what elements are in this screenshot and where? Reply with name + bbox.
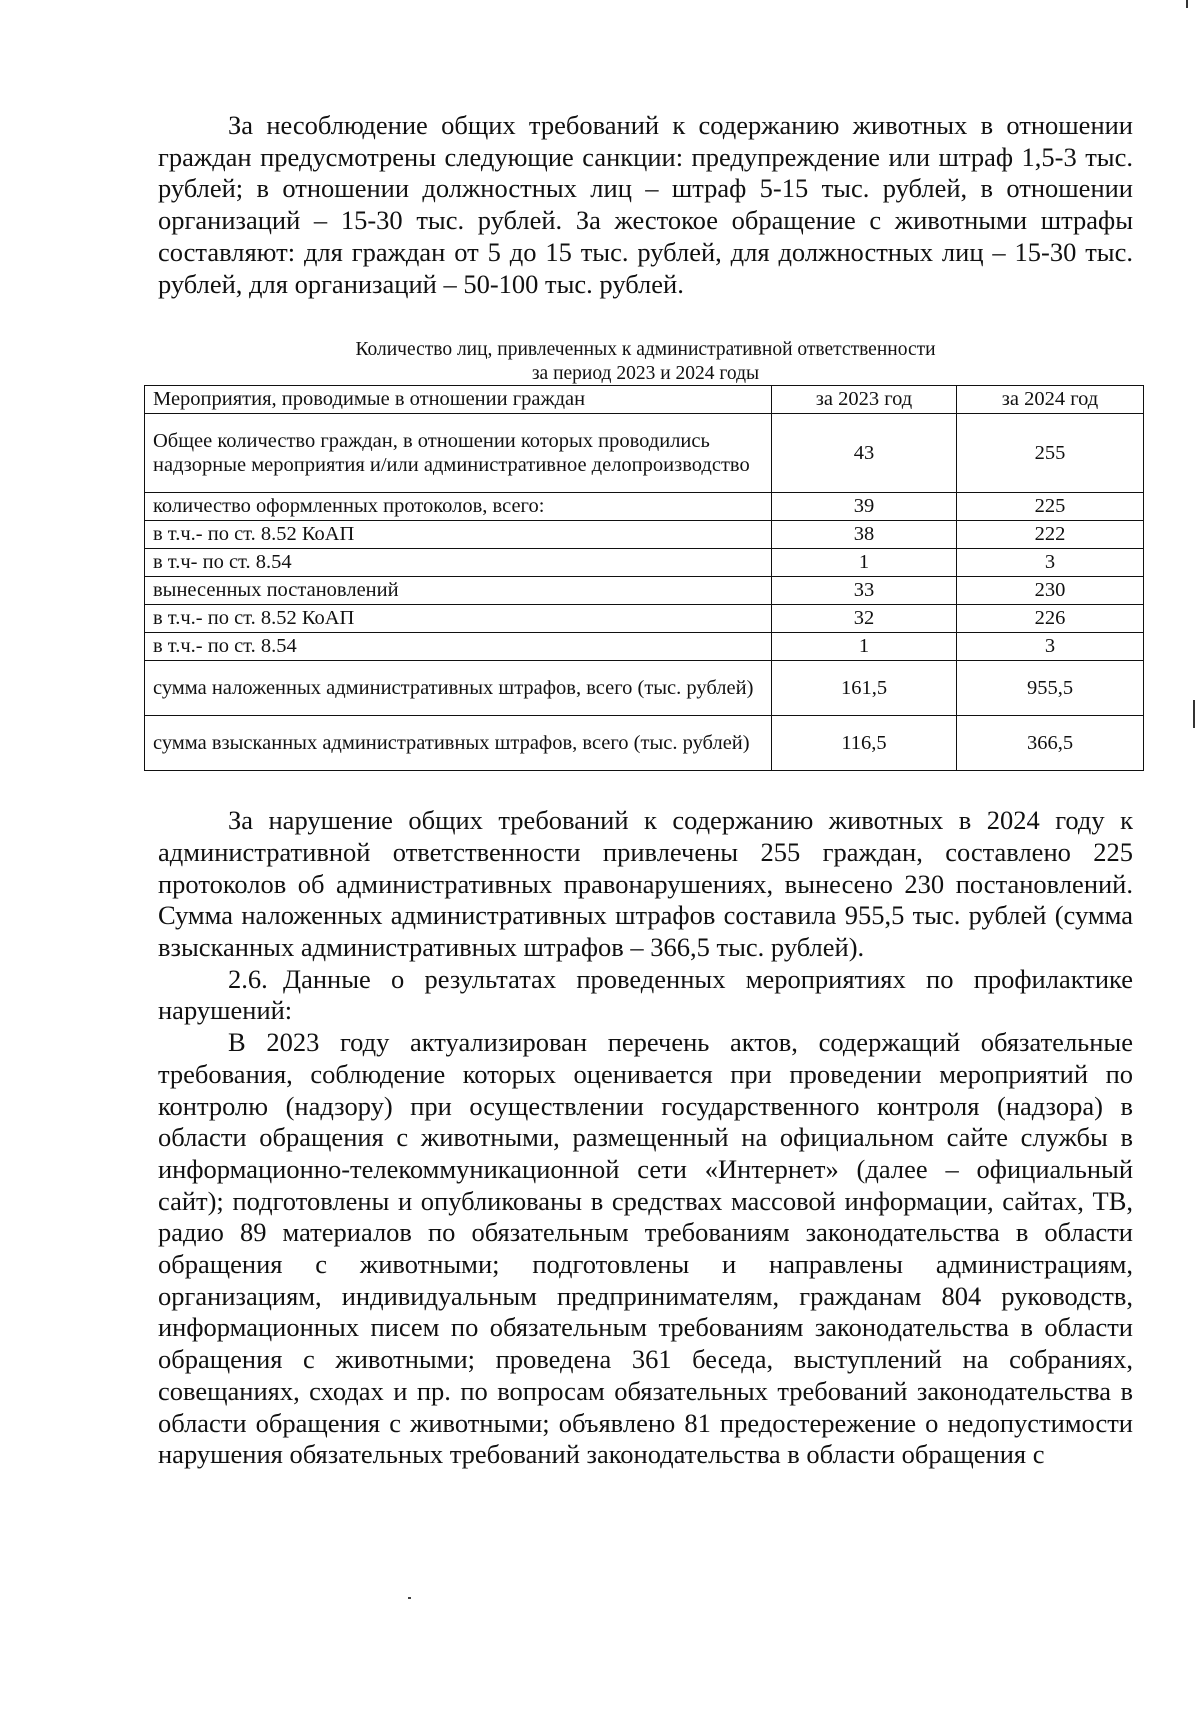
row-value-2023: 1 bbox=[772, 633, 957, 661]
row-label: сумма взысканных административных штрафов, всего (тыс. рублей) bbox=[145, 716, 772, 771]
row-value-2024: 230 bbox=[957, 577, 1144, 605]
header-2024: за 2024 год bbox=[957, 386, 1144, 414]
table-row bbox=[145, 414, 1144, 493]
section-title: Данные о результатах проведенных мероприятиях по профилактике нарушений: bbox=[158, 963, 1133, 1026]
row-value-2023: 1 bbox=[772, 549, 957, 577]
row-label: в т.ч.- по ст. 8.54 bbox=[145, 633, 772, 661]
row-label: количество оформленных протоколов, всего: bbox=[145, 493, 772, 521]
scan-dust-mark bbox=[408, 1597, 411, 1599]
row-value-2023: 38 bbox=[772, 521, 957, 549]
row-value-2024: 3 bbox=[957, 549, 1144, 577]
table-caption-line2: за период 2023 и 2024 годы bbox=[531, 363, 760, 385]
row-label: в т.ч.- по ст. 8.52 КоАП bbox=[145, 521, 772, 549]
row-value-2023: 161,5 bbox=[772, 661, 957, 716]
section-number: 2.6. bbox=[228, 963, 268, 994]
scan-edge-mark bbox=[1186, 0, 1188, 8]
row-value-2023: 116,5 bbox=[772, 716, 957, 771]
row-label: Общее количество граждан, в отношении которых проводились надзорные мероприятия и/или административное делопроизводство bbox=[145, 414, 772, 493]
body-after-table bbox=[158, 805, 1133, 1471]
table-row bbox=[145, 716, 1144, 771]
section-heading bbox=[158, 964, 1133, 1027]
paragraph-violations-2024: За нарушение общих требований к содержанию животных в 2024 году к административной ответственности привлечены 255 граждан, составлено 225 протоколов об административных правонарушениях, вынесено 230 постановлений. Сумма наложенных административных штрафов составила 955,5 тыс. рублей (сумма взысканных административных штрафов – 366,5 тыс. рублей). bbox=[158, 805, 1133, 963]
paragraph-sanctions: За несоблюдение общих требований к содержанию животных в отношении граждан предусмотрены следующие санкции: предупреждение или штраф 1,5-3 тыс. рублей; в отношении должностных лиц – штраф 5-15 тыс. рублей, в отношении организаций – 15-30 тыс. рублей. За жестокое обращение с животными штрафы составляют: для граждан от 5 до 15 тыс. рублей, для должностных лиц – 15-30 тыс. рублей, для организаций – 50-100 тыс. рублей. bbox=[158, 110, 1133, 299]
table-caption-line1: Количество лиц, привлеченных к административной ответственности bbox=[355, 339, 936, 361]
row-value-2023: 43 bbox=[772, 414, 957, 493]
row-value-2023: 39 bbox=[772, 493, 957, 521]
scan-margin-mark bbox=[1193, 700, 1195, 728]
responsibility-table bbox=[144, 385, 1144, 771]
row-value-2024: 225 bbox=[957, 493, 1144, 521]
document-page bbox=[153, 110, 1133, 1471]
row-value-2024: 255 bbox=[957, 414, 1144, 493]
row-value-2024: 3 bbox=[957, 633, 1144, 661]
table-row bbox=[145, 661, 1144, 716]
table-header-row bbox=[145, 386, 1144, 414]
row-label: сумма наложенных административных штрафов, всего (тыс. рублей) bbox=[145, 661, 772, 716]
row-value-2024: 222 bbox=[957, 521, 1144, 549]
row-value-2023: 33 bbox=[772, 577, 957, 605]
header-measures: Мероприятия, проводимые в отношении граждан bbox=[145, 386, 772, 414]
table-row bbox=[145, 521, 1144, 549]
row-value-2024: 366,5 bbox=[957, 716, 1144, 771]
row-value-2024: 226 bbox=[957, 605, 1144, 633]
row-label: вынесенных постановлений bbox=[145, 577, 772, 605]
row-label: в т.ч.- по ст. 8.52 КоАП bbox=[145, 605, 772, 633]
row-value-2024: 955,5 bbox=[957, 661, 1144, 716]
header-2023: за 2023 год bbox=[772, 386, 957, 414]
table-row bbox=[145, 493, 1144, 521]
table-row bbox=[145, 577, 1144, 605]
table-row bbox=[145, 605, 1144, 633]
row-value-2023: 32 bbox=[772, 605, 957, 633]
table-row bbox=[145, 549, 1144, 577]
paragraph-prevention-2023: В 2023 году актуализирован перечень актов, содержащий обязательные требования, соблюдение которых оценивается при проведении мероприятий по контролю (надзору) при осуществлении государственного контроля (надзора) в области обращения с животными, размещенный на официальном сайте службы в информационно-телекоммуникационной сети «Интернет» (далее – официальный сайт); подготовлены и опубликованы в средствах массовой информации, сайтах, ТВ, радио 89 материалов по обязательным требованиям законодательства в области обращения с животными; подготовлены и направлены администрациям, организациям, индивидуальным предпринимателям, гражданам 804 руководств, информационных писем по обязательным требованиям законодательства в области обращения с животными; проведена 361 беседа, выступлений на собраниях, совещаниях, сходах и пр. по вопросам обязательных требований законодательства в области обращения с животными; объявлено 81 предостережение о недопустимости нарушения обязательных требований законодательства в области обращения с bbox=[158, 1027, 1133, 1470]
table-row bbox=[145, 633, 1144, 661]
row-label: в т.ч- по ст. 8.54 bbox=[145, 549, 772, 577]
